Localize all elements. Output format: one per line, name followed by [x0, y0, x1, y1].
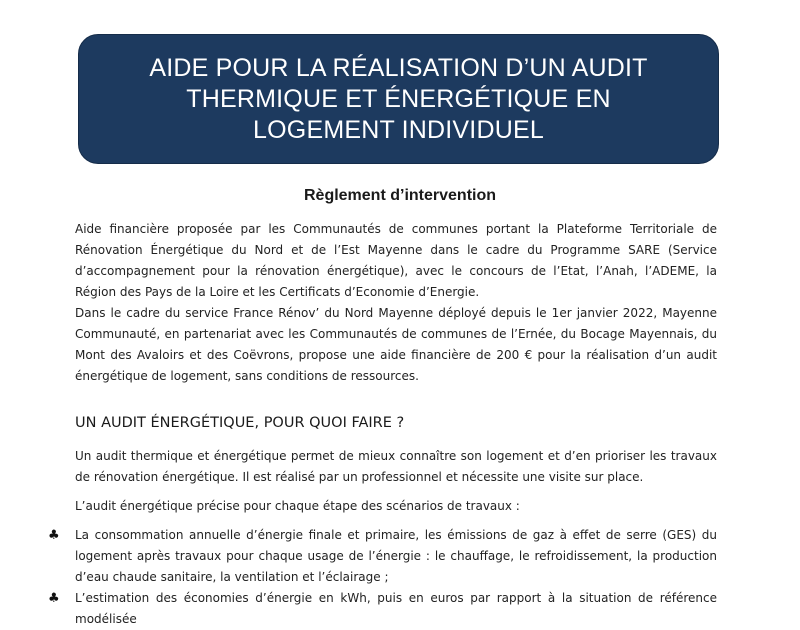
list-item — [48, 588, 717, 630]
section-lead-paragraph: L’audit énergétique précise pour chaque étape des scénarios de travaux : — [75, 499, 520, 513]
list-item-text: La consommation annuelle d’énergie finale et primaire, les émissions de gaz à effet de serre (GES) du logement après travaux pour chaque usage de l’énergie : le chauffage, le refroidissement, la production d’eau chaude sanitaire, la ventilation et l’éclairage ; — [75, 528, 717, 584]
france-renov-paragraph: Dans le cadre du service France Rénov’ du Nord Mayenne déployé depuis le 1er janvier 2022, Mayenne Communauté, en partenariat avec les Communautés de communes de l’Ernée, du Bocage Mayennais, du Mont des Avaloirs et des Coëvrons, propose une aide financière de 200 € pour la réalisation d’un audit énergétique de logement, sans conditions de ressources. — [75, 306, 717, 383]
list-item — [48, 525, 717, 588]
section-heading: UN AUDIT ÉNERGÉTIQUE, POUR QUOI FAIRE ? — [75, 415, 405, 431]
intro-paragraph: Aide financière proposée par les Communautés de communes portant la Plateforme Territoriale de Rénovation Énergétique du Nord et de l’Est Mayenne dans le cadre du Programme SARE (Service d’accompagnement pour la rénovation énergétique), avec le concours de l’Etat, l’Anah, l’ADEME, la Région des Pays de la Loire et les Certificats d’Economie d’Energie. — [75, 222, 717, 299]
document-title: AIDE POUR LA RÉALISATION D’UN AUDIT THERMIQUE ET ÉNERGÉTIQUE EN LOGEMENT INDIVIDUEL — [149, 53, 648, 144]
section-intro-paragraph: Un audit thermique et énergétique permet de mieux connaître son logement et d’en prioriser les travaux de rénovation énergétique. Il est réalisé par un professionnel et nécessite une visite sur place. — [75, 449, 717, 484]
list-item-text: L’estimation des économies d’énergie en kWh, puis en euros par rapport à la situation de référence modélisée — [75, 591, 717, 626]
bullet-list — [48, 525, 717, 630]
club-bullet-icon: ♣ — [48, 591, 60, 606]
subtitle: Règlement d’intervention — [303, 187, 497, 204]
club-bullet-icon: ♣ — [48, 528, 60, 543]
title-banner — [78, 34, 719, 164]
